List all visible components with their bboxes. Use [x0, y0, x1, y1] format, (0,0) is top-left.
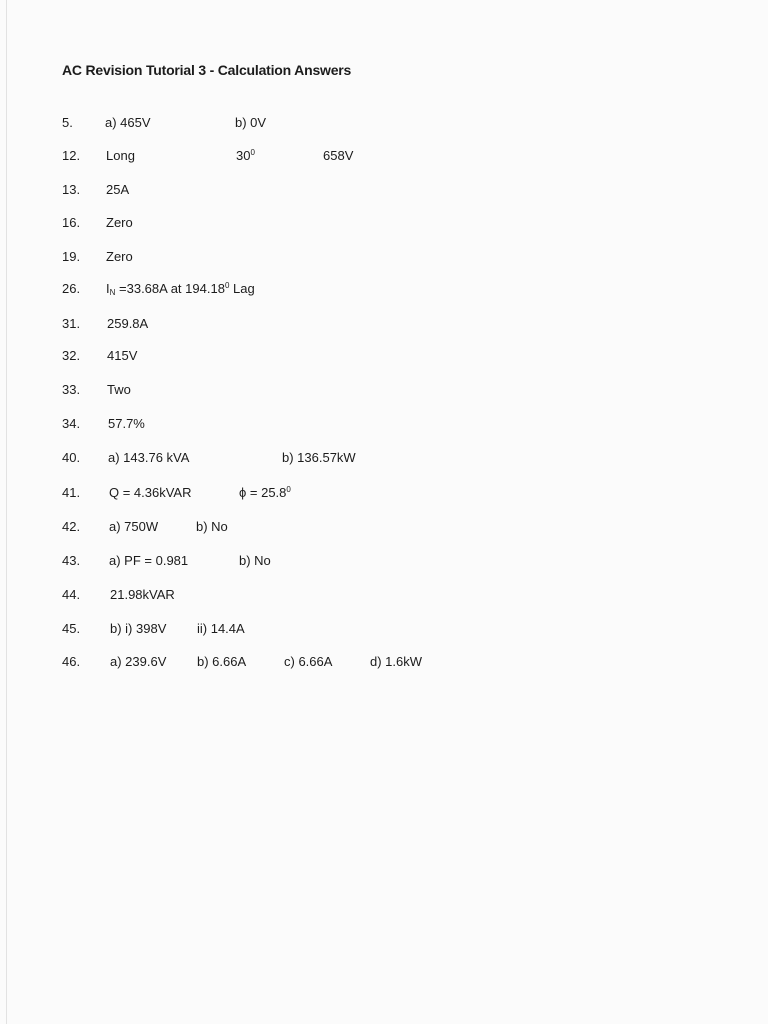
question-number: 41.: [62, 485, 81, 500]
answer-value: 25A: [106, 182, 130, 197]
answer-row-46: [0, 654, 768, 674]
answer-part-b: b) 0V: [235, 115, 267, 130]
answer-part-a: a) PF = 0.981: [109, 553, 189, 568]
answer-value: Zero: [106, 249, 133, 264]
question-number: 44.: [62, 587, 81, 602]
answer-phase-angle: $\phi = 25.8^0$: [239, 485, 291, 500]
answer-row-34: [0, 416, 768, 436]
answer-row-12: [0, 148, 768, 168]
answer-part-a: a) 750W: [109, 519, 159, 534]
question-number: 5.: [62, 115, 73, 130]
answer-part-b-ii: ii) 14.4A: [197, 621, 245, 636]
answer-part-b: b) No: [196, 519, 228, 534]
question-number: 13.: [62, 182, 81, 197]
answer-value: 57.7%: [108, 416, 145, 431]
answer-part-b: b) 6.66A: [197, 654, 247, 669]
answer-row-43: [0, 553, 768, 573]
answer-voltage: 658V: [323, 148, 354, 163]
question-number: 19.: [62, 249, 81, 264]
question-number: 40.: [62, 450, 81, 465]
answer-part-a: a) 239.6V: [110, 654, 167, 669]
answer-part-d: d) 1.6kW: [370, 654, 423, 669]
answer-row-16: [0, 215, 768, 235]
answer-row-44: [0, 587, 768, 607]
answer-row-45: [0, 621, 768, 641]
answer-row-32: [0, 348, 768, 368]
answer-part-b: b) No: [239, 553, 271, 568]
question-number: 43.: [62, 553, 81, 568]
question-number: 45.: [62, 621, 81, 636]
answer-row-13: [0, 182, 768, 202]
question-number: 31.: [62, 316, 81, 331]
answer-value: 21.98kVAR: [110, 587, 175, 602]
answer-reactive-power: Q = 4.36kVAR: [109, 485, 192, 500]
answer-part-a: a) 143.76 kVA: [108, 450, 190, 465]
answer-part-b-i: b) i) 398V: [110, 621, 167, 636]
question-number: 12.: [62, 148, 81, 163]
answer-row-26: [0, 281, 768, 301]
question-number: 46.: [62, 654, 81, 669]
answer-row-33: [0, 382, 768, 402]
answer-row-19: [0, 249, 768, 269]
answer-part-a: a) 465V: [105, 115, 151, 130]
question-number: 16.: [62, 215, 81, 230]
answer-part-c: c) 6.66A: [284, 654, 333, 669]
answer-value: 259.8A: [107, 316, 149, 331]
question-number: 26.: [62, 281, 81, 296]
answer-angle: $30^0$: [236, 148, 255, 163]
answer-row-5: [0, 115, 768, 135]
answer-row-40: [0, 450, 768, 470]
answer-value: 415V: [107, 348, 138, 363]
page-title: AC Revision Tutorial 3 - Calculation Answers: [62, 62, 352, 78]
answer-value: Two: [107, 382, 131, 397]
answer-value: Long: [106, 148, 135, 163]
answer-part-b: b) 136.57kW: [282, 450, 356, 465]
answer-neutral-current: $I_N =33.68A$ at 194.18$^0$ Lag: [106, 281, 255, 297]
question-number: 34.: [62, 416, 81, 431]
answer-row-41: [0, 485, 768, 505]
question-number: 42.: [62, 519, 81, 534]
question-number: 32.: [62, 348, 81, 363]
question-number: 33.: [62, 382, 81, 397]
answer-row-42: [0, 519, 768, 539]
answer-value: Zero: [106, 215, 133, 230]
answer-row-31: [0, 316, 768, 336]
